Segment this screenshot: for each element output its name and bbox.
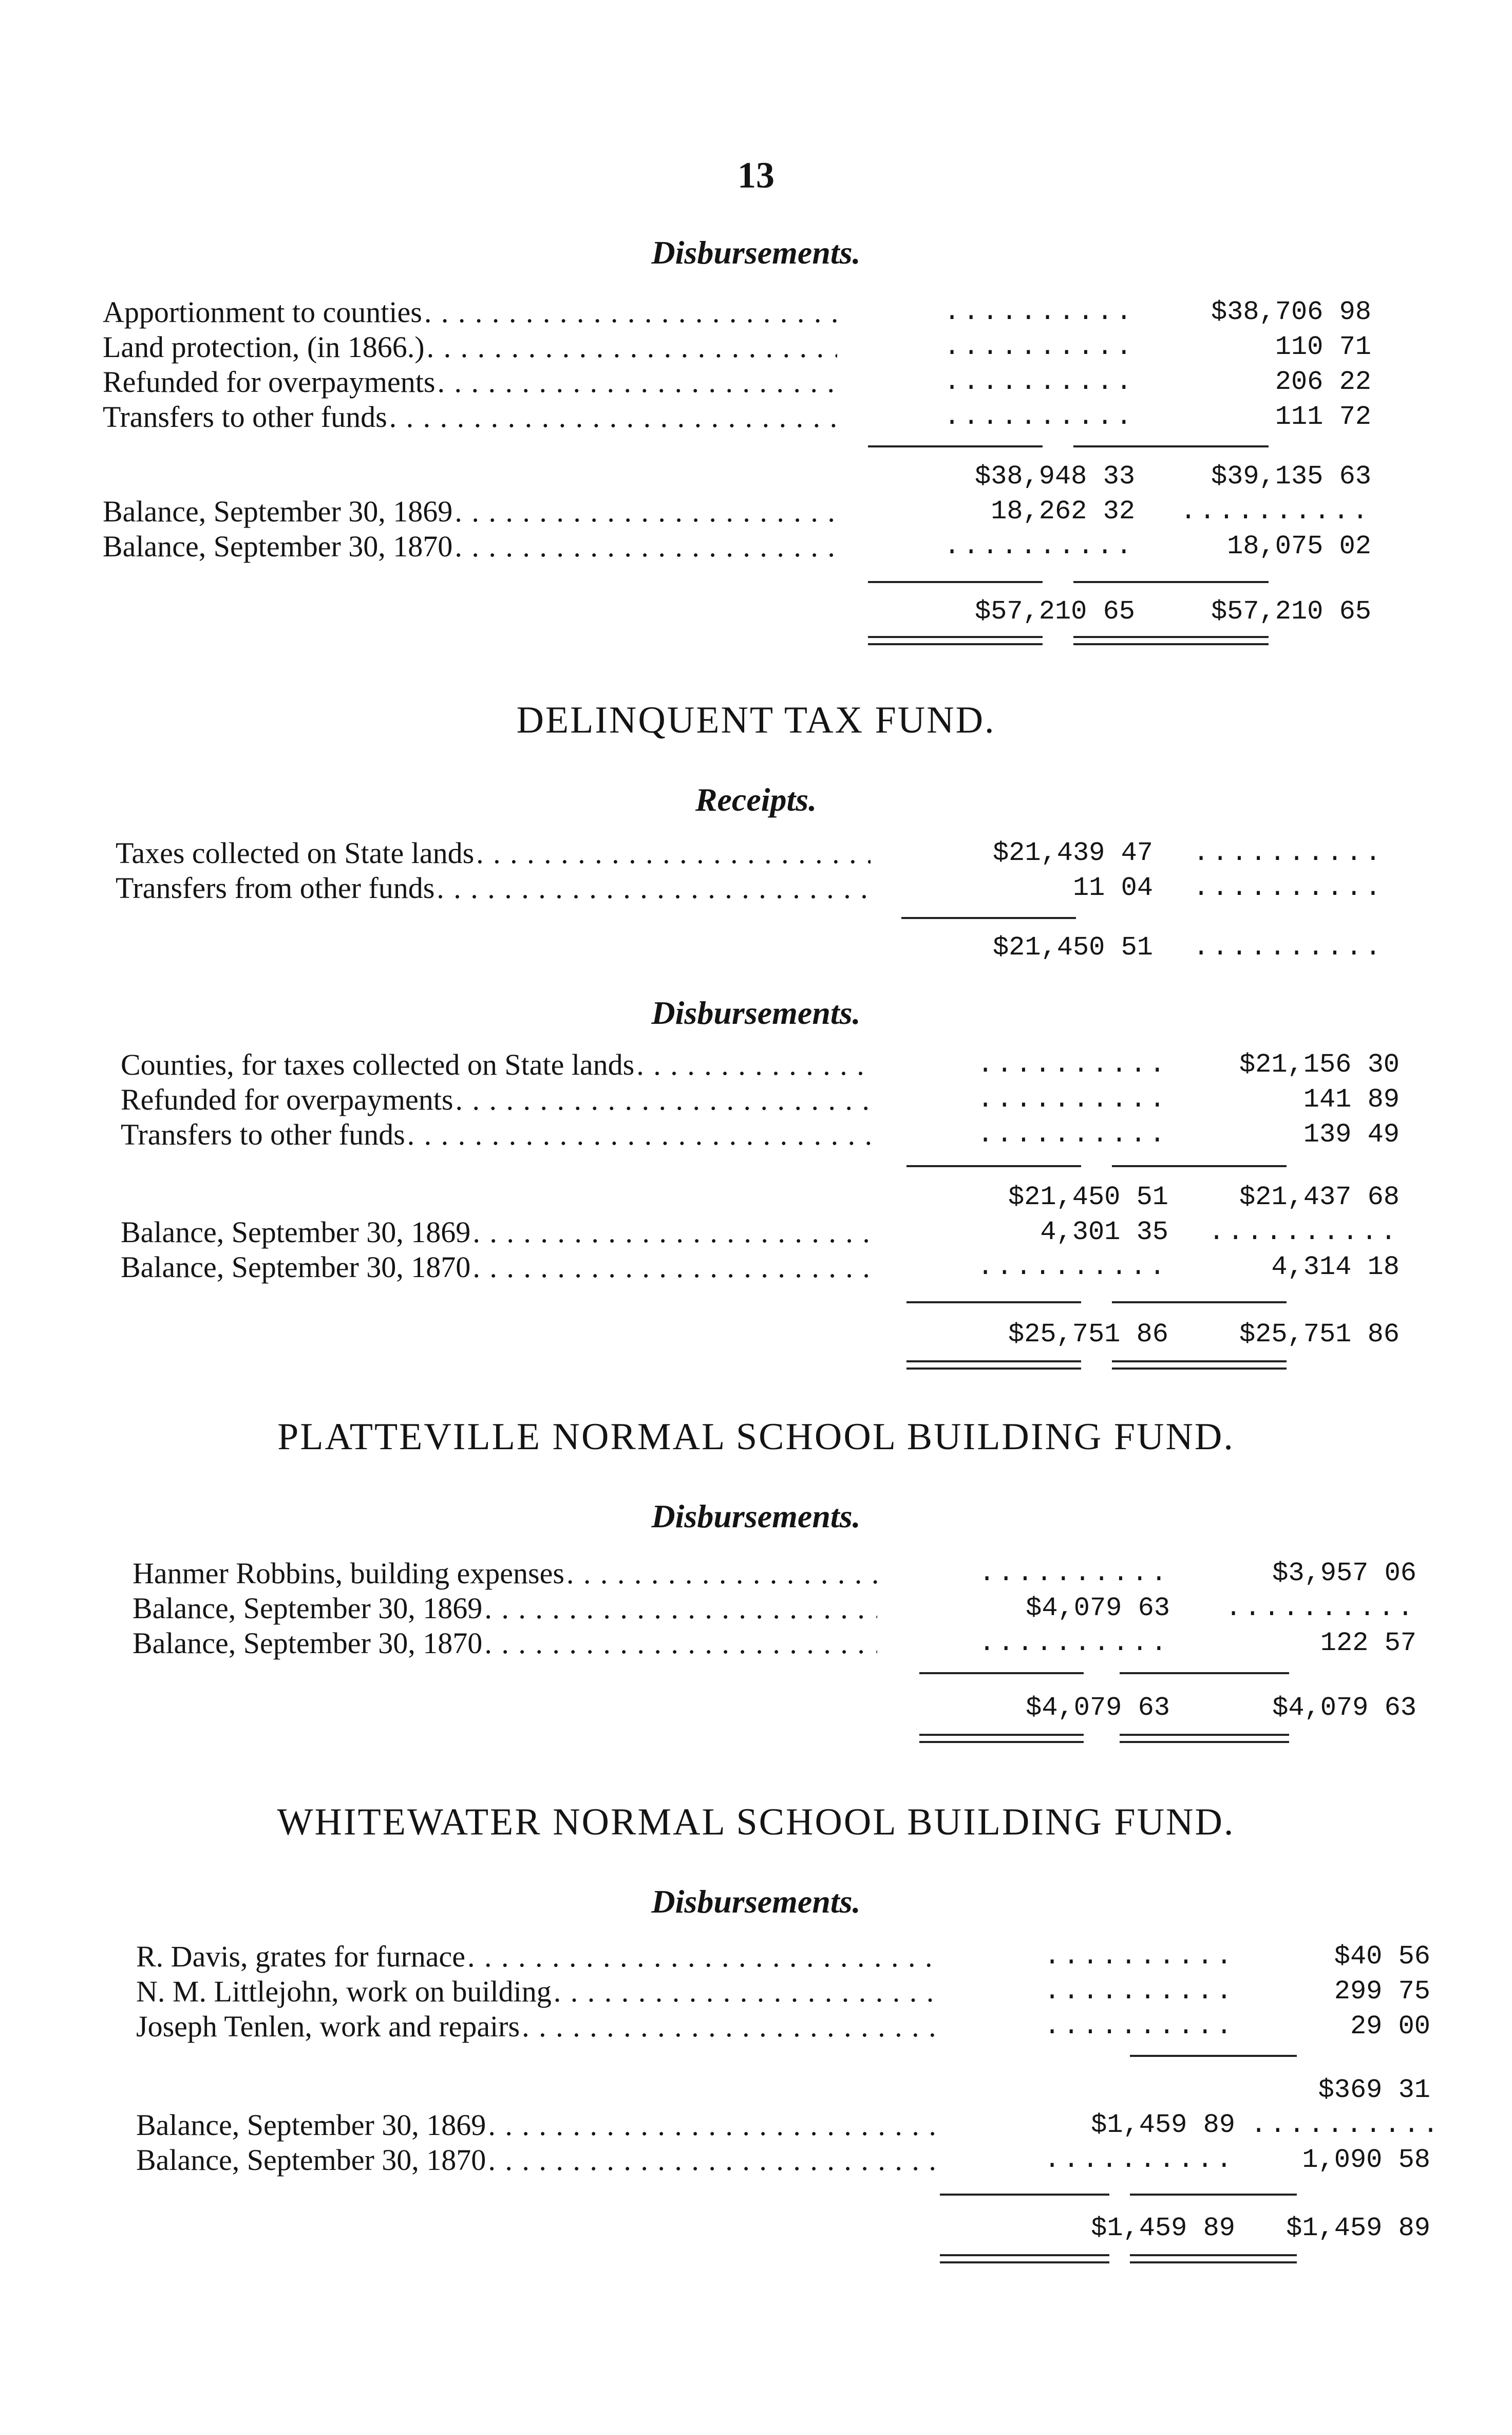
row-label: Balance, September 30, 1870 (133, 1626, 484, 1660)
leader-dots: .......... (977, 1119, 1168, 1150)
leader-dots: .......... (1180, 496, 1371, 527)
amount-col2: $21,156 30 (1239, 1050, 1400, 1080)
row-label: Balance, September 30, 1870 (121, 1250, 472, 1284)
total-row (136, 2212, 1430, 2245)
subtotal-row (121, 1181, 1400, 1214)
subtotal-col1: $38,948 33 (974, 461, 1135, 492)
section-title: DELINQUENT TAX FUND. (516, 699, 996, 741)
ledger-row (103, 295, 1371, 329)
amount-col2: 18,075 02 (1227, 531, 1371, 561)
amount-col1: 18,262 32 (991, 496, 1135, 527)
row-label: Counties, for taxes collected on State lands (121, 1048, 636, 1082)
leader-dots: .......... (1044, 2011, 1235, 2041)
disbursements-heading: Disbursements. (651, 995, 861, 1031)
total-double-rule (1120, 1734, 1289, 1743)
total-col1: $25,751 86 (1008, 1319, 1168, 1350)
amount-col1: $1,459 89 (1091, 2110, 1235, 2140)
subtotal-col2: $21,437 68 (1239, 1182, 1400, 1212)
amount-col2: 110 71 (1275, 332, 1371, 362)
leader-dots: .......... (977, 1252, 1168, 1282)
leader-dots: .......... (977, 1050, 1168, 1080)
leader-dots: .......... (943, 297, 1135, 327)
amount-col1: $21,439 47 (992, 838, 1153, 868)
subtotal-row (136, 2073, 1430, 2107)
leader-dots: .......... (1044, 1941, 1235, 1972)
amount-col2: 29 00 (1350, 2011, 1430, 2041)
leader-dots: .......... (943, 402, 1135, 432)
amount-col2: 1,090 58 (1302, 2145, 1430, 2175)
disbursements-heading: Disbursements. (651, 1498, 861, 1534)
amount-col2: $40 56 (1334, 1941, 1430, 1972)
total-double-rule (919, 1734, 1084, 1743)
subtotal-row (103, 460, 1371, 494)
row-label: Balance, September 30, 1869 (136, 2108, 488, 2142)
leader-dots: .......... (943, 367, 1135, 397)
total-row (103, 595, 1371, 629)
subtotal-col2: $39,135 63 (1211, 461, 1371, 492)
leader-dots: .......... (1193, 932, 1384, 963)
leader-dots: .......... (978, 1628, 1170, 1658)
ledger-row (133, 1557, 1416, 1590)
sum-rule (1112, 1165, 1287, 1167)
ledger-row (136, 1940, 1430, 1974)
row-label: Hanmer Robbins, building expenses (133, 1557, 566, 1590)
row-label: N. M. Littlejohn, work on building (136, 1975, 554, 2009)
ledger-row (103, 330, 1371, 364)
subtotal-col1: $21,450 51 (1008, 1182, 1168, 1212)
row-label: Apportionment to counties (103, 295, 424, 329)
receipts-heading: Receipts. (695, 781, 817, 818)
balance-row (121, 1250, 1400, 1284)
page-number: 13 (738, 155, 774, 196)
total-double-rule (940, 2254, 1109, 2263)
ledger-row (103, 365, 1371, 399)
row-label: Balance, September 30, 1870 (103, 530, 455, 564)
row-label: Balance, September 30, 1869 (103, 495, 455, 529)
total-double-rule (868, 636, 1043, 645)
row-label: Joseph Tenlen, work and repairs (136, 2010, 522, 2044)
leader-dots: .......... (978, 1558, 1170, 1588)
row-label: Transfers to other funds (103, 400, 389, 434)
ledger-row (133, 1626, 1416, 1660)
leader-dots: .......... (1044, 2145, 1235, 2175)
leader-dots: .......... (1193, 838, 1384, 868)
amount-col2: 139 49 (1303, 1119, 1400, 1150)
amount-col1: 11 04 (1072, 873, 1153, 903)
section-title: WHITEWATER NORMAL SCHOOL BUILDING FUND. (277, 1801, 1235, 1843)
sum-rule (1130, 2194, 1297, 2196)
ledger-row (116, 836, 1384, 870)
section-title: PLATTEVILLE NORMAL SCHOOL BUILDING FUND. (277, 1416, 1235, 1458)
total-col2: $1,459 89 (1286, 2213, 1430, 2243)
leader-dots: .......... (1044, 1976, 1235, 2007)
total-row (133, 1691, 1416, 1725)
ledger-row (121, 1118, 1400, 1152)
sum-rule (940, 2194, 1109, 2196)
row-label: Taxes collected on State lands (116, 836, 476, 870)
sum-rule (901, 917, 1076, 919)
sum-rule (1073, 445, 1269, 447)
sum-rule (1112, 1301, 1287, 1303)
total-col1: $57,210 65 (974, 596, 1135, 627)
row-label: Balance, September 30, 1869 (121, 1215, 472, 1249)
total-col1: $1,459 89 (1091, 2213, 1235, 2243)
amount-col2: 141 89 (1303, 1084, 1400, 1115)
balance-row (121, 1215, 1400, 1249)
amount-col2: $3,957 06 (1272, 1558, 1416, 1588)
balance-row (103, 495, 1371, 529)
leader-dots: .......... (1193, 873, 1384, 903)
row-label: Transfers from other funds (116, 871, 437, 905)
leader-dots: .......... (943, 332, 1135, 362)
total-row (121, 1318, 1400, 1352)
subtotal-row (116, 931, 1384, 965)
subtotal-col1: $21,450 51 (992, 932, 1153, 963)
amount-col2: 206 22 (1275, 367, 1371, 397)
ledger-row (121, 1083, 1400, 1117)
disbursements-heading: Disbursements. (651, 1883, 861, 1920)
ledger-row (136, 2010, 1430, 2044)
total-col2: $57,210 65 (1211, 596, 1371, 627)
first-disbursements-heading: Disbursements. (651, 234, 861, 271)
leader-dots: .......... (1208, 1217, 1400, 1247)
sum-rule (906, 1165, 1081, 1167)
total-double-rule (1130, 2254, 1297, 2263)
amount-col2: 4,314 18 (1271, 1252, 1400, 1282)
ledger-row (116, 871, 1384, 905)
balance-row (103, 530, 1371, 564)
sum-rule (919, 1672, 1084, 1674)
total-col2: $25,751 86 (1239, 1319, 1400, 1350)
amount-col1: $4,079 63 (1026, 1593, 1170, 1623)
amount-col2: 299 75 (1334, 1976, 1430, 2007)
balance-row (136, 2108, 1442, 2142)
row-label: Land protection, (in 1866.) (103, 330, 427, 364)
row-label: Transfers to other funds (121, 1118, 407, 1152)
row-label: R. Davis, grates for furnace (136, 1940, 467, 1974)
ledger-row (136, 1975, 1430, 2009)
sum-rule (1120, 1672, 1289, 1674)
leader-dots: .......... (977, 1084, 1168, 1115)
sum-rule (1073, 581, 1269, 583)
row-label: Balance, September 30, 1869 (133, 1591, 484, 1625)
row-label: Refunded for overpayments (121, 1083, 455, 1117)
sum-rule (868, 445, 1043, 447)
sum-rule (1130, 2055, 1297, 2057)
row-label: Refunded for overpayments (103, 365, 437, 399)
total-double-rule (1112, 1360, 1287, 1370)
total-col2: $4,079 63 (1272, 1693, 1416, 1723)
total-double-rule (1073, 636, 1269, 645)
sum-rule (906, 1301, 1081, 1303)
amount-col2: 111 72 (1275, 402, 1371, 432)
ledger-row (133, 1591, 1416, 1625)
total-double-rule (906, 1360, 1081, 1370)
sum-rule (868, 581, 1043, 583)
amount-col1: 4,301 35 (1040, 1217, 1168, 1247)
leader-dots: .......... (1225, 1593, 1416, 1623)
amount-col2: $38,706 98 (1211, 297, 1371, 327)
row-label: Balance, September 30, 1870 (136, 2143, 488, 2177)
ledger-row (121, 1048, 1400, 1082)
subtotal-col2: $369 31 (1318, 2075, 1430, 2105)
total-col1: $4,079 63 (1026, 1693, 1170, 1723)
ledger-row (103, 400, 1371, 434)
balance-row (136, 2143, 1430, 2177)
amount-col2: 122 57 (1320, 1628, 1416, 1658)
leader-dots: .......... (943, 531, 1135, 561)
leader-dots: .......... (1251, 2110, 1442, 2140)
